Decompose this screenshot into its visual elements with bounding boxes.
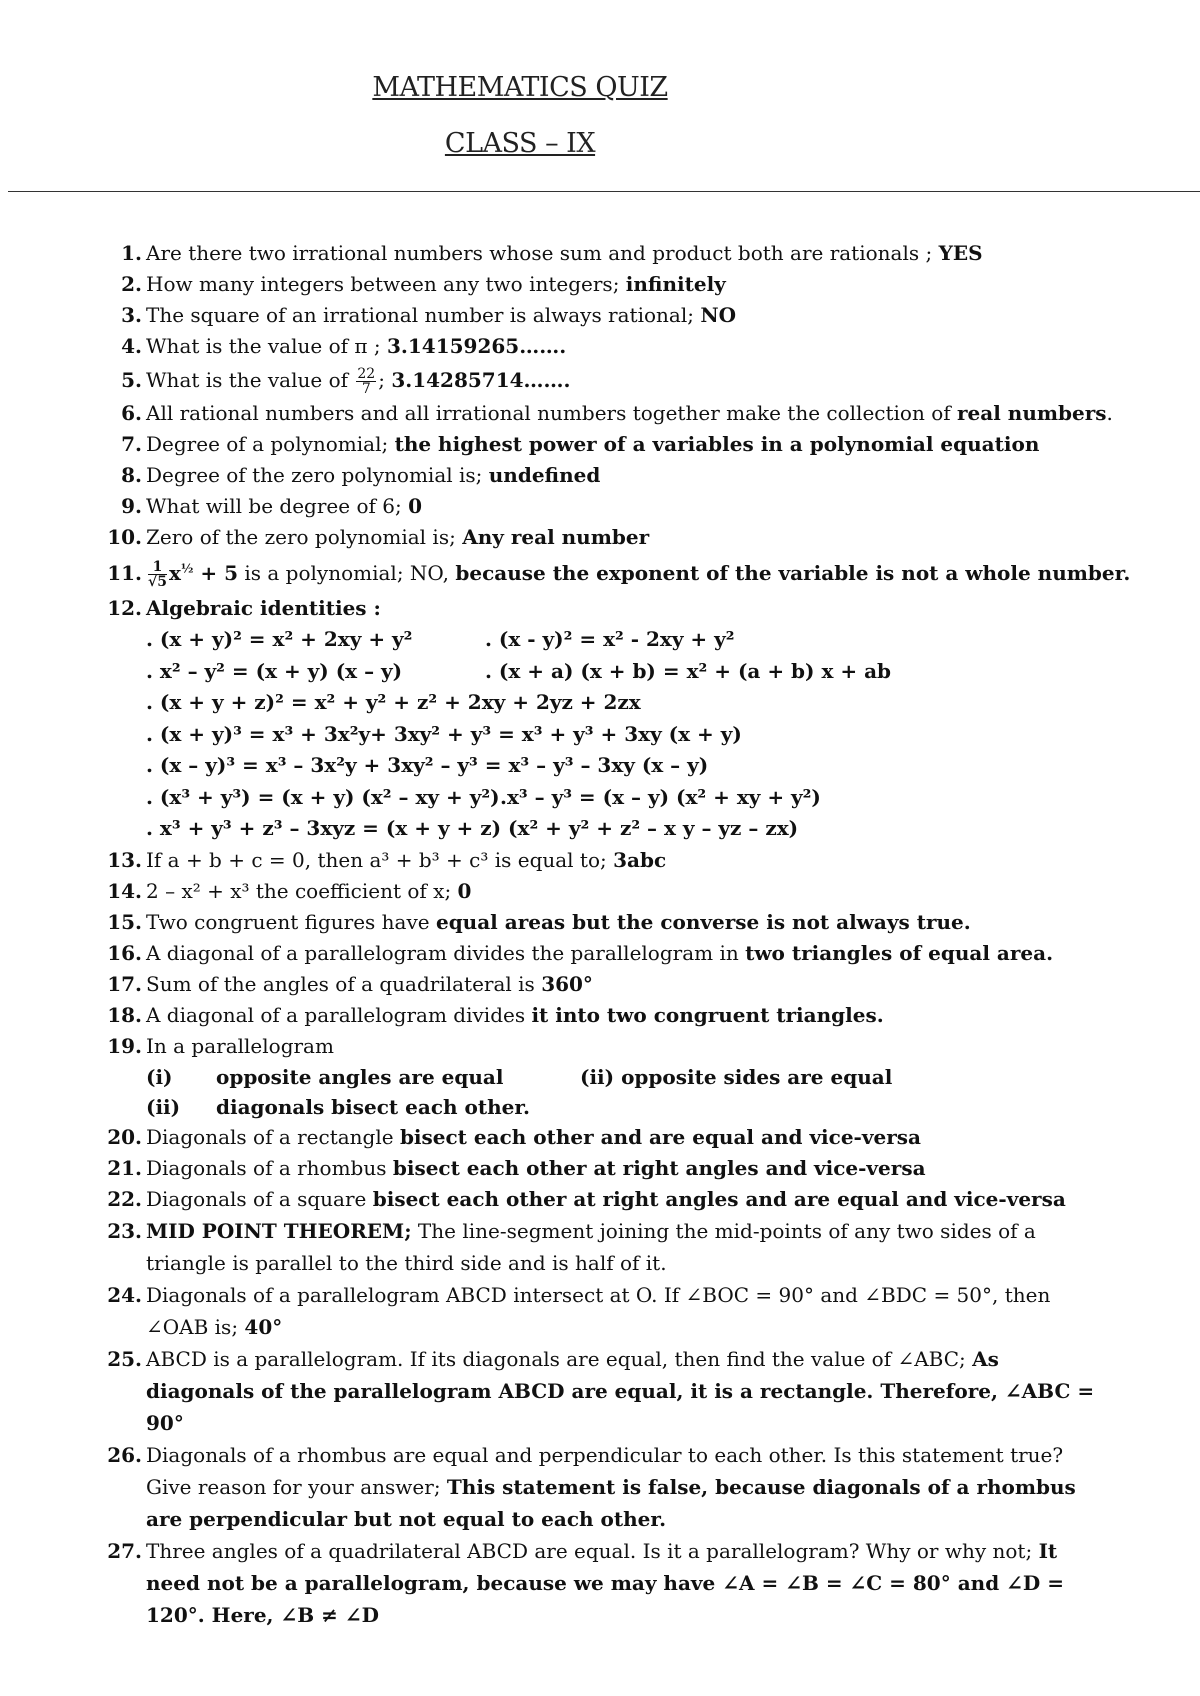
list-item: 8. Degree of the zero polynomial is; undefined xyxy=(121,463,601,487)
sub-point: (i) opposite angles are equal (ii) opposite sides are equal xyxy=(146,1064,893,1089)
list-item: 2. How many integers between any two integers; infinitely xyxy=(121,272,726,296)
answer: Any real number xyxy=(462,525,650,549)
list-item: 1. Are there two irrational numbers whose sum and product both are rationals ; YES xyxy=(121,241,983,265)
list-item: 21. Diagonals of a rhombus bisect each other at right angles and vice-versa xyxy=(107,1155,926,1180)
answer: because the exponent of the variable is not a whole number. xyxy=(455,561,1131,585)
list-item: 14. 2 – x² + x³ the coefficient of x; 0 xyxy=(107,878,472,903)
list-item: 26. Diagonals of a rhombus are equal and perpendicular to each other. Is this statement true? Give reason for your answer; This statement is false, because diagonals of a rhombus are perpendicular but not equal to each other. xyxy=(107,1442,1076,1531)
list-item: 19. In a parallelogram xyxy=(107,1033,334,1058)
list-item: 6. All rational numbers and all irrational numbers together make the collection of real numbers. xyxy=(121,401,1113,425)
identity-row: . (x³ + y³) = (x + y) (x² – xy + y²) .x³ – y³ = (x – y) (x² + xy + y²) xyxy=(146,784,821,809)
list-item: 25. ABCD is a parallelogram. If its diagonals are equal, then find the value of ∠ABC; As diagonals of the parallelogram ABCD are equal, it is a rectangle. Therefore, ∠ABC = 90° xyxy=(107,1346,1095,1435)
answer: the highest power of a variables in a polynomial equation xyxy=(394,432,1040,456)
list-item: 5. What is the value of $\frac{22}{7}$ ; 3.14285714……. xyxy=(121,366,571,397)
list-item: 17. Sum of the angles of a quadrilateral is 360° xyxy=(107,971,593,996)
answer: 0 xyxy=(408,494,422,518)
list-item: 24. Diagonals of a parallelogram ABCD intersect at O. If ∠BOC = 90° and ∠BDC = 50°, then ∠OAB is; 40° xyxy=(107,1282,1051,1339)
answer: 0 xyxy=(457,878,472,903)
list-item: 20. Diagonals of a rectangle bisect each other and are equal and vice-versa xyxy=(107,1124,921,1149)
list-item: 10. Zero of the zero polynomial is; Any real number xyxy=(107,525,650,549)
answer: bisect each other and are equal and vice-versa xyxy=(399,1124,921,1149)
answer: 360° xyxy=(541,971,593,996)
page-title: MATHEMATICS QUIZ xyxy=(372,72,668,103)
answer: it into two congruent triangles. xyxy=(531,1002,884,1027)
list-item: 4. What is the value of π ; 3.14159265……. xyxy=(121,334,567,358)
page-subtitle: CLASS – IX xyxy=(444,128,596,159)
list-item: 9. What will be degree of 6; 0 xyxy=(121,494,422,518)
identity-row: . x² – y² = (x + y) (x – y) . (x + a) (x + b) = x² + (a + b) x + ab xyxy=(146,658,892,683)
answer: It need not be a parallelogram, because we may have ∠A = ∠B = ∠C = 80° and ∠D = 120°. Here, ∠B ≠ ∠D xyxy=(146,1538,1064,1627)
question-list xyxy=(100,238,1131,1631)
answer: equal areas but the converse is not always true. xyxy=(435,909,971,934)
identity-row: . (x – y)³ = x³ – 3x²y + 3xy² – y³ = x³ – y³ – 3xy (x – y) xyxy=(146,753,709,777)
answer: infinitely xyxy=(625,272,726,296)
list-item: 15. Two congruent figures have equal areas but the converse is not always true. xyxy=(107,909,971,934)
answer: As diagonals of the parallelogram ABCD are equal, it is a rectangle. Therefore, ∠ABC = 90° xyxy=(146,1346,1095,1435)
header-divider xyxy=(8,191,1200,192)
identity-row: . (x + y)² = x² + 2xy + y² . (x - y)² = x² - 2xy + y² xyxy=(146,627,735,651)
answer: two triangles of equal area. xyxy=(745,940,1054,965)
list-item: 27. Three angles of a quadrilateral ABCD are equal. Is it a parallelogram? Why or why not; It need not be a parallelogram, because we may have ∠A = ∠B = ∠C = 80° and ∠D = 120°. Here, ∠B ≠ ∠D xyxy=(107,1538,1064,1627)
list-item: 7. Degree of a polynomial; the highest power of a variables in a polynomial equation xyxy=(121,432,1040,456)
list-item: 23. MID POINT THEOREM; The line-segment joining the mid-points of any two sides of a triangle is parallel to the third side and is half of it. xyxy=(107,1218,1036,1275)
answer: YES xyxy=(938,241,983,265)
answer: 40° xyxy=(244,1314,283,1339)
list-item: 12. Algebraic identities : xyxy=(107,596,381,620)
list-item: 3. The square of an irrational number is always rational; NO xyxy=(121,303,737,327)
fraction: $\frac{1}{√5}$ xyxy=(148,559,167,590)
list-item: 16. A diagonal of a parallelogram divides the parallelogram in two triangles of equal area. xyxy=(107,940,1054,965)
list-item: 13. If a + b + c = 0, then a³ + b³ + c³ is equal to; 3abc xyxy=(107,847,667,872)
answer: 3.14159265……. xyxy=(386,334,567,358)
identity-row: . x³ + y³ + z³ – 3xyz = (x + y + z) (x² + y² + z² – x y – yz – zx) xyxy=(146,816,799,840)
identity-row: . (x + y)³ = x³ + 3x²y+ 3xy² + y³ = x³ + y³ + 3xy (x + y) xyxy=(146,721,742,746)
answer: real numbers xyxy=(957,401,1107,425)
list-item: 11. $\frac{1}{√5}$ $x^{\frac{1}{2}} + 5$ is a polynomial; NO, because the exponent of the variable is not a whole number. xyxy=(107,559,1131,590)
list-item: 22. Diagonals of a square bisect each other at right angles and are equal and vice-versa xyxy=(107,1186,1066,1211)
answer: This statement is false, because diagonals of a rhombus are perpendicular but not equal to each other. xyxy=(146,1474,1076,1531)
answer: undefined xyxy=(488,463,601,487)
list-item: 18. A diagonal of a parallelogram divides it into two congruent triangles. xyxy=(107,1002,884,1027)
identity-row: . (x + y + z)² = x² + y² + z² + 2xy + 2yz + 2zx xyxy=(146,690,641,714)
answer: NO xyxy=(700,303,737,327)
answer: 3abc xyxy=(613,847,667,872)
fraction: $\frac{22}{7}$ xyxy=(357,366,376,397)
answer: bisect each other at right angles and are equal and vice-versa xyxy=(372,1186,1066,1211)
sub-point: (ii) diagonals bisect each other. xyxy=(146,1094,531,1119)
answer: bisect each other at right angles and vice-versa xyxy=(392,1155,926,1180)
answer: 3.14285714……. xyxy=(391,368,571,392)
